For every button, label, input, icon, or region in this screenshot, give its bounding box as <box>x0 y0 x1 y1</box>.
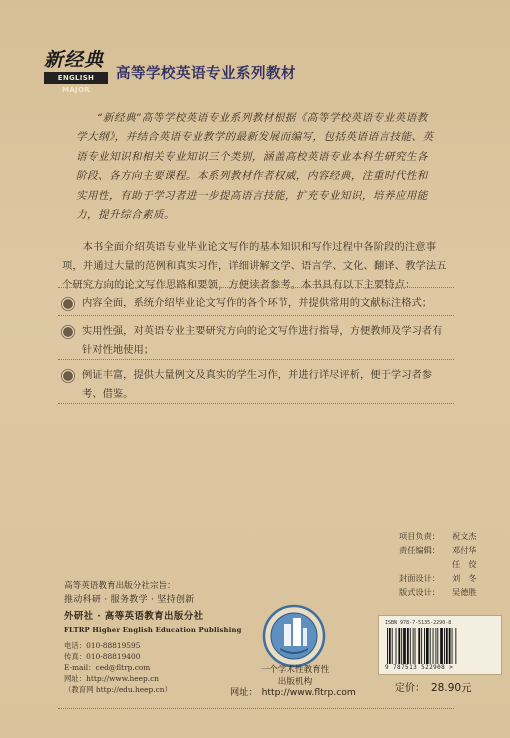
barcode-bar <box>446 628 448 664</box>
publisher-motto-heading: 高等英语教育出版分社宗旨： <box>64 581 176 591</box>
publisher-motto: 推动科研 · 服务教学 · 坚持创新 <box>64 595 195 605</box>
staff-role: 项目负责： <box>399 531 440 541</box>
staff-name: 任 佼 <box>452 559 477 569</box>
publisher-email: E-mail：ced@fltrp.com <box>64 663 151 672</box>
barcode-number: 9 787513 522908 > <box>385 664 454 671</box>
fltrp-website <box>230 686 356 699</box>
staff-name: 刘 冬 <box>452 573 477 583</box>
isbn-text: ISBN 978-7-5135-2290-8 <box>385 620 452 626</box>
site-url: http://www.fltrp.com <box>261 687 356 698</box>
barcode-bar <box>435 628 436 664</box>
barcode-bar <box>392 628 393 664</box>
staff-name: 邓付华 <box>452 545 477 555</box>
barcode-bar <box>418 628 420 664</box>
bullet-icon <box>62 326 74 338</box>
price-label: 定价： <box>395 683 425 694</box>
staff-row <box>369 558 504 571</box>
barcode-bar <box>449 628 451 664</box>
divider <box>58 315 454 316</box>
barcode-bar <box>440 628 443 664</box>
staff-role: 版式设计： <box>399 587 440 597</box>
staff-row <box>369 530 504 543</box>
site-label: 网址： <box>230 687 258 698</box>
seal-caption-line: 出版机构 <box>277 677 313 687</box>
price <box>395 680 472 696</box>
series-logo-en: ENGLISH MAJOR <box>44 72 108 84</box>
barcode-bar <box>413 628 414 664</box>
divider <box>58 403 454 404</box>
barcode-bar <box>444 628 445 664</box>
publisher-edu-website: （教育网 http://edu.heep.cn） <box>64 685 172 694</box>
series-logo-cn: 新经典 <box>44 49 105 71</box>
staff-role: 封面设计： <box>399 573 440 583</box>
barcode-bar <box>430 628 431 664</box>
divider <box>58 359 454 360</box>
staff-name: 吴德胜 <box>452 587 477 597</box>
staff-row <box>369 544 504 557</box>
publisher-fax: 传真：010-88819400 <box>64 652 141 661</box>
barcode-bar <box>407 628 409 664</box>
barcode-bar <box>398 628 400 664</box>
publisher-name: 外研社 · 高等英语教育出版分社 <box>64 611 204 622</box>
barcode-bar <box>387 628 388 664</box>
bullet-icon <box>62 298 74 310</box>
staff-row <box>369 586 504 599</box>
fltrp-seal-icon <box>262 604 326 668</box>
series-title: 高等学校英语专业系列教材 <box>116 66 296 82</box>
barcode-bar <box>403 628 406 664</box>
price-value: 28.90元 <box>431 682 472 694</box>
seal-caption-line: 一个学术性教育性 <box>260 665 330 675</box>
feature-text: 例证丰富，提供大量例文及真实的学生习作，并进行详尽评析，便于学习者参考、借鉴。 <box>82 369 433 400</box>
publisher-phone: 电话：010-88819595 <box>64 641 141 650</box>
barcode-bar <box>415 628 416 664</box>
staff-role: 责任编辑： <box>399 545 440 555</box>
isbn-barcode <box>378 615 502 675</box>
barcode-bar <box>401 628 402 664</box>
barcode-bar <box>433 628 434 664</box>
staff-row <box>369 572 504 585</box>
barcode-bars <box>385 628 493 664</box>
feature-text: 内容全面，系统介绍毕业论文写作的各个环节，并提供常用的文献标注格式； <box>82 297 433 309</box>
book-intro: 本书全面介绍英语专业毕业论文写作的基本知识和写作过程中各阶段的注意事项，并通过大量的范例和真实习作，详细讲解文学、语言学、文化、翻译、教学法五个研究方向的论文写作思路和要领，方便读者参考。本书具有以下主要特点： <box>62 241 447 291</box>
series-intro: “新经典”高等学校英语专业系列教材根据《高等学校英语专业英语教学大纲》，并结合英语专业教学的最新发展而编写，包括英语语言技能、英语专业知识和相关专业知识三个类别，涵盖高校英语专业本科生研究生各阶段、各方向主要课程。本系列教材作者权威，内容经典，注重时代性和实用性，有助于学习者进一步提高语言技能，扩充专业知识，培养应用能力，提升综合素质。 <box>76 112 434 222</box>
bullet-icon <box>62 370 74 382</box>
barcode-bar <box>426 628 429 664</box>
divider <box>58 287 454 288</box>
staff-name: 祝文杰 <box>452 531 477 541</box>
barcode-bar <box>452 628 453 664</box>
publisher-website: 网址：http://www.heep.cn <box>64 674 160 683</box>
barcode-bar <box>455 628 456 664</box>
barcode-bar <box>389 628 391 664</box>
barcode-bar <box>396 628 397 664</box>
series-logo <box>44 48 106 94</box>
feature-text: 实用性强，对英语专业主要研究方向的论文写作进行指导，方便教师及学习者有针对性地使用； <box>82 325 443 356</box>
barcode-bar <box>424 628 425 664</box>
barcode-bar <box>421 628 422 664</box>
publisher-name-en: FLTRP Higher English Education Publishing <box>64 626 242 634</box>
barcode-bar <box>410 628 411 664</box>
divider <box>58 708 454 709</box>
seal-caption <box>236 664 354 688</box>
barcode-bar <box>437 628 438 664</box>
